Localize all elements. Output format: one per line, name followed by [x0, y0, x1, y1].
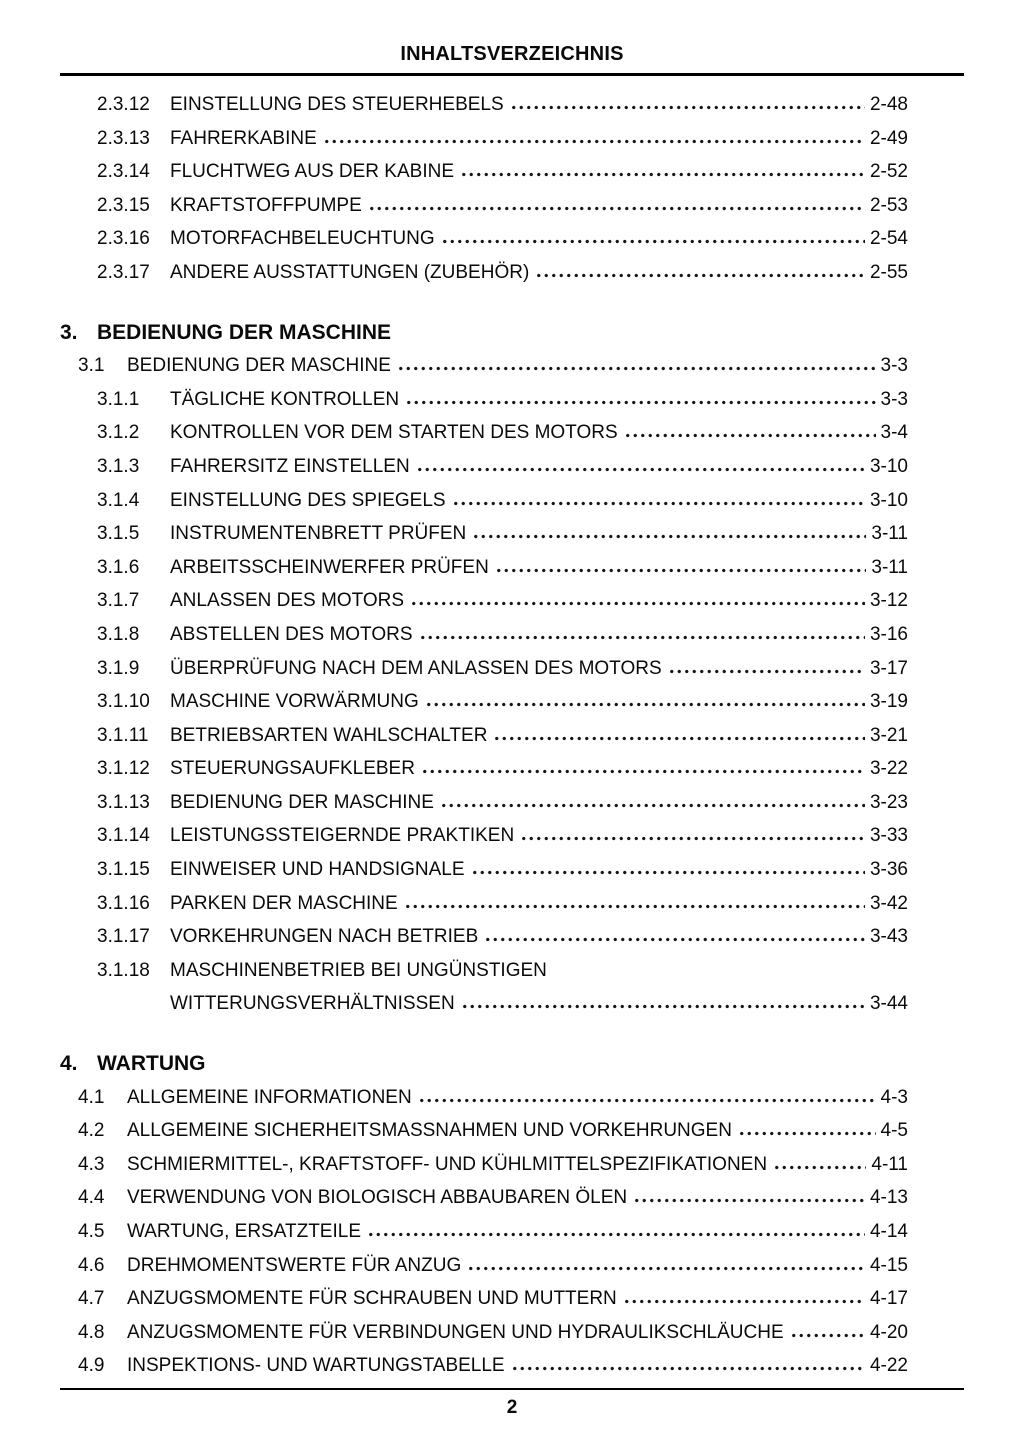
- dot-leader: [493, 736, 865, 741]
- toc-entry-title: TÄGLICHE KONTROLLEN: [170, 388, 400, 410]
- dot-leader: [416, 467, 865, 472]
- toc-entry-number: 2.3.12: [97, 94, 150, 115]
- toc-entry: [60, 1215, 964, 1249]
- toc-entry-number: 3.1.4: [97, 489, 140, 511]
- toc-entry: [60, 618, 964, 652]
- toc-entry: [60, 1181, 964, 1215]
- toc-entry-page: 3-3: [880, 355, 908, 377]
- toc-entry-page: 3-10: [869, 455, 908, 477]
- toc-entry-page: 3-12: [869, 590, 908, 612]
- toc-entry-number: 3.1.1: [97, 388, 140, 410]
- toc-entry-title: VERWENDUNG VON BIOLOGISCH ABBAUBAREN ÖLEN: [127, 1187, 628, 1209]
- dot-leader: [472, 534, 866, 539]
- toc-entry-number: 3.1.7: [97, 590, 140, 612]
- toc-entry: [60, 652, 964, 686]
- toc-entry: [60, 122, 964, 156]
- page-number: 2: [506, 1397, 518, 1418]
- toc-entry-page: 2-54: [869, 228, 908, 250]
- toc-entry-number: 4.6: [78, 1254, 105, 1276]
- dot-leader: [738, 1131, 876, 1136]
- dot-leader: [460, 172, 865, 177]
- toc-entry-page: 3-43: [869, 926, 908, 948]
- dot-leader: [520, 836, 865, 841]
- toc-entry: [60, 1316, 964, 1350]
- toc-entry-page: 3-16: [869, 623, 908, 645]
- toc-entry-number: 4.8: [78, 1321, 105, 1343]
- toc-heading-title: WARTUNG: [97, 1052, 206, 1076]
- toc-entry-number: 3.1.11: [97, 724, 149, 746]
- toc-entry-title: FAHRERKABINE: [170, 127, 317, 149]
- toc-entry-title: EINSTELLUNG DES STEUERHEBELS: [170, 94, 504, 115]
- toc-entry-title: BEDIENUNG DER MASCHINE: [127, 355, 391, 377]
- toc-entry-title: ABSTELLEN DES MOTORS: [170, 623, 413, 645]
- toc-entry-number: 3.1.10: [97, 691, 150, 713]
- dot-leader: [467, 1266, 865, 1271]
- toc-entry-number: 3.1.5: [97, 523, 140, 545]
- toc-entry: [60, 155, 964, 189]
- dot-leader: [419, 635, 865, 640]
- toc-entry: [60, 517, 964, 551]
- toc-heading-number: 4.: [60, 1052, 78, 1076]
- toc-entry-page: 4-13: [869, 1187, 908, 1209]
- toc-entry-page: 3-11: [871, 523, 908, 545]
- toc-entry-page: 3-33: [869, 825, 908, 847]
- toc-entry: [60, 954, 964, 988]
- toc-entry-number: 3.1.15: [97, 859, 150, 881]
- toc-entry: [60, 719, 964, 753]
- header-divider: [60, 73, 964, 76]
- toc-entry-number: 4.5: [78, 1221, 105, 1242]
- toc-entry-title: MOTORFACHBELEUCHTUNG: [170, 228, 435, 250]
- dot-leader: [624, 433, 876, 438]
- toc-entry-title: EINWEISER UND HANDSIGNALE: [170, 859, 465, 881]
- toc-section-heading: [60, 1047, 964, 1081]
- toc-entry-number: 4.2: [78, 1120, 105, 1142]
- dot-leader: [790, 1333, 865, 1338]
- toc-entry-page: 3-44: [869, 993, 908, 1015]
- toc-entry-page: 3-10: [869, 489, 908, 511]
- toc-entry-number: 3.1.14: [97, 825, 150, 847]
- toc-entry-number: 4.4: [78, 1187, 105, 1209]
- dot-leader: [405, 400, 875, 405]
- dot-leader: [368, 206, 865, 211]
- toc-entry-page: 3-11: [871, 556, 908, 578]
- toc-entry-title: DREHMOMENTSWERTE FÜR ANZUG: [127, 1254, 462, 1276]
- toc-entry-page: 3-19: [869, 691, 908, 713]
- toc-section-heading: [60, 316, 964, 350]
- toc-entry-page: 4-20: [869, 1321, 908, 1343]
- toc-entry: [60, 752, 964, 786]
- toc-entry-number: 4.1: [78, 1086, 105, 1108]
- toc-entry-number: 3.1: [78, 355, 105, 377]
- toc-entry: [60, 88, 964, 122]
- dot-leader: [495, 568, 867, 573]
- dot-leader: [471, 870, 865, 875]
- toc-entry-title: LEISTUNGSSTEIGERNDE PRAKTIKEN: [170, 825, 515, 847]
- toc-entry-page: 3-21: [869, 724, 908, 746]
- dot-leader: [441, 239, 865, 244]
- toc-entry: [60, 1282, 964, 1316]
- toc-entry-title: KONTROLLEN VOR DEM STARTEN DES MOTORS: [170, 422, 618, 444]
- toc-entry-page: 2-53: [869, 194, 908, 216]
- page-title: INHALTSVERZEICHNIS: [400, 43, 624, 65]
- toc-heading-title: BEDIENUNG DER MASCHINE: [97, 320, 392, 344]
- toc-entry-title: STEUERUNGSAUFKLEBER: [170, 758, 415, 780]
- toc-entry-title: ALLGEMEINE INFORMATIONEN: [127, 1086, 412, 1108]
- toc-entry-number: 2.3.14: [97, 161, 150, 183]
- toc-entry: [60, 819, 964, 853]
- toc-entry-title: ARBEITSSCHEINWERFER PRÜFEN: [170, 556, 489, 578]
- toc-entry: [60, 786, 964, 820]
- dot-leader: [668, 669, 865, 674]
- toc-entry: [60, 685, 964, 719]
- toc-entry-page: 4-14: [869, 1221, 908, 1242]
- toc-entry-number: 3.1.3: [97, 455, 140, 477]
- toc-entry: [60, 1148, 964, 1182]
- toc-entry: [60, 484, 964, 518]
- toc-entry-number: 4.3: [78, 1153, 105, 1175]
- toc-entry-title: MASCHINENBETRIEB BEI UNGÜNSTIGEN: [170, 959, 547, 981]
- dot-leader: [440, 803, 865, 808]
- toc-entry-title: ALLGEMEINE SICHERHEITSMASSNAHMEN UND VORKEHRUNGEN: [127, 1120, 732, 1142]
- toc-entry-page: 3-17: [869, 657, 908, 679]
- toc-entry-number: 4.7: [78, 1288, 105, 1310]
- toc-entry: [60, 383, 964, 417]
- toc-entry-number: 3.1.6: [97, 556, 140, 578]
- toc-entry-title: MASCHINE VORWÄRMUNG: [170, 691, 419, 713]
- toc-entry-title: KRAFTSTOFFPUMPE: [170, 194, 362, 216]
- toc-entry-page: 2-55: [869, 261, 908, 283]
- dot-leader: [404, 904, 865, 909]
- dot-leader: [484, 937, 865, 942]
- toc-entry-number: 3.1.18: [97, 959, 150, 981]
- toc-entry-title: VORKEHRUNGEN NACH BETRIEB: [170, 926, 479, 948]
- toc-entry: [60, 551, 964, 585]
- toc-entry-page: 3-42: [869, 892, 908, 914]
- dot-leader: [510, 105, 865, 110]
- toc-entry-page: 4-15: [869, 1254, 908, 1276]
- toc-entry: [60, 1114, 964, 1148]
- dot-leader: [418, 1098, 876, 1103]
- dot-leader: [421, 769, 865, 774]
- dot-leader: [452, 501, 865, 506]
- dot-leader: [425, 702, 865, 707]
- toc-entry: [60, 222, 964, 256]
- toc-entry: [60, 1081, 964, 1115]
- toc-entry-page: 3-36: [869, 859, 908, 881]
- toc-entry-title: ANZUGSMOMENTE FÜR SCHRAUBEN UND MUTTERN: [127, 1288, 617, 1310]
- toc-entry-number: 2.3.15: [97, 194, 150, 216]
- toc-entry: [60, 349, 964, 383]
- toc-entry-title: INSPEKTIONS- UND WARTUNGSTABELLE: [127, 1355, 505, 1377]
- toc-entry: [60, 920, 964, 954]
- dot-leader: [410, 601, 865, 606]
- toc-entry-page: 4-5: [880, 1120, 908, 1142]
- toc-entry-continuation: [60, 987, 964, 1021]
- toc-entry-number: 3.1.13: [97, 791, 150, 813]
- toc-entry-page: 4-11: [871, 1153, 908, 1175]
- toc-entry-page: 3-22: [869, 758, 908, 780]
- dot-leader: [323, 139, 865, 144]
- toc-entry: [60, 256, 964, 290]
- toc-entry-title: EINSTELLUNG DES SPIEGELS: [170, 489, 446, 511]
- toc-entry-title: FAHRERSITZ EINSTELLEN: [170, 455, 410, 477]
- toc-entry: [60, 189, 964, 223]
- toc-entry-title: WARTUNG, ERSATZTEILE: [127, 1221, 362, 1242]
- toc-entry-title: ANZUGSMOMENTE FÜR VERBINDUNGEN UND HYDRAULIKSCHLÄUCHE: [127, 1321, 784, 1343]
- toc-entry-title: WITTERUNGSVERHÄLTNISSEN: [170, 993, 455, 1015]
- dot-leader: [511, 1366, 865, 1371]
- dot-leader: [397, 366, 876, 371]
- toc-entry-page: 2-48: [869, 94, 908, 115]
- toc-entry-title: BEDIENUNG DER MASCHINE: [170, 791, 434, 813]
- toc-entry-page: 2-52: [869, 161, 908, 183]
- toc-entry-page: 3-4: [880, 422, 908, 444]
- toc-entry: [60, 584, 964, 618]
- toc-heading-number: 3.: [60, 320, 78, 344]
- toc-entry: [60, 853, 964, 887]
- toc-list: [60, 88, 964, 1383]
- dot-leader: [623, 1299, 865, 1304]
- toc-entry-page: 4-22: [869, 1355, 908, 1377]
- toc-entry-number: 3.1.2: [97, 422, 140, 444]
- toc-entry-number: 3.1.8: [97, 623, 140, 645]
- toc-entry-title: ANDERE AUSSTATTUNGEN (ZUBEHÖR): [170, 261, 530, 283]
- toc-entry-page: 3-3: [880, 388, 908, 410]
- toc-entry-number: 2.3.16: [97, 228, 150, 250]
- toc-entry: [60, 450, 964, 484]
- page-footer: [60, 1388, 964, 1419]
- toc-entry-number: 2.3.17: [97, 261, 150, 283]
- toc-entry-title: ÜBERPRÜFUNG NACH DEM ANLASSEN DES MOTORS: [170, 657, 662, 679]
- toc-entry-page: 2-49: [869, 127, 908, 149]
- toc-entry-title: FLUCHTWEG AUS DER KABINE: [170, 161, 454, 183]
- dot-leader: [461, 1004, 865, 1009]
- toc-entry-title: PARKEN DER MASCHINE: [170, 892, 398, 914]
- toc-entry-number: 2.3.13: [97, 127, 150, 149]
- toc-entry-title: ANLASSEN DES MOTORS: [170, 590, 405, 612]
- toc-entry: [60, 416, 964, 450]
- toc-entry-number: 3.1.17: [97, 926, 150, 948]
- dot-leader: [633, 1198, 865, 1203]
- toc-entry-number: 3.1.16: [97, 892, 150, 914]
- toc-entry: [60, 1349, 964, 1383]
- toc-entry-page: 4-17: [869, 1288, 908, 1310]
- toc-entry-title: SCHMIERMITTEL-, KRAFTSTOFF- UND KÜHLMITTELSPEZIFIKATIONEN: [127, 1153, 768, 1175]
- toc-entry-number: 3.1.12: [97, 758, 150, 780]
- dot-leader: [367, 1232, 865, 1237]
- toc-entry-title: INSTRUMENTENBRETT PRÜFEN: [170, 523, 467, 545]
- toc-entry-number: 4.9: [78, 1355, 105, 1377]
- toc-entry-page: 4-3: [880, 1086, 908, 1108]
- toc-entry: [60, 887, 964, 921]
- toc-entry-title: BETRIEBSARTEN WAHLSCHALTER: [170, 724, 488, 746]
- dot-leader: [773, 1165, 866, 1170]
- toc-entry: [60, 1249, 964, 1283]
- toc-entry-number: 3.1.9: [97, 657, 140, 679]
- dot-leader: [535, 273, 865, 278]
- toc-entry-page: 3-23: [869, 791, 908, 813]
